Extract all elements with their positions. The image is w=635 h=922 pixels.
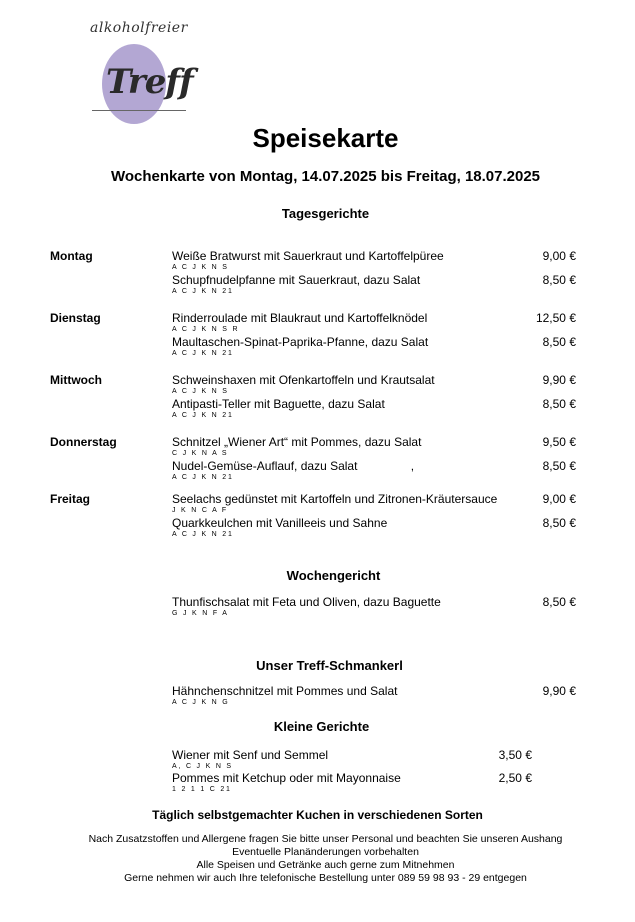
dish-name: Schnitzel „Wiener Art“ mit Pommes, dazu Salat: [172, 435, 422, 449]
logo-underline: [92, 110, 186, 111]
day-label: Montag: [50, 249, 93, 263]
footer-line: Gerne nehmen wir auch Ihre telefonische Bestellung unter 089 59 98 93 - 29 entgegen: [124, 872, 527, 884]
dish-price: 8,50 €: [542, 459, 576, 473]
allergen-codes: A C J K N 21: [172, 474, 234, 481]
allergen-codes: G J K N F A: [172, 610, 229, 617]
section-heading-wochengericht: Wochengericht: [286, 568, 381, 583]
logo-word: Treff: [106, 62, 193, 102]
dish-price: 9,50 €: [542, 435, 576, 449]
section-heading-tagesgerichte: Tagesgerichte: [281, 206, 370, 221]
dish-price: 9,90 €: [542, 684, 576, 698]
allergen-codes: A C J K N 21: [172, 350, 234, 357]
dish-price: 9,00 €: [542, 249, 576, 263]
dish-price: 9,90 €: [542, 373, 576, 387]
footer-line: Alle Speisen und Getränke auch gerne zum Mitnehmen: [196, 859, 455, 871]
day-label: Donnerstag: [50, 435, 117, 449]
footer-line: Eventuelle Planänderungen vorbehalten: [232, 846, 419, 858]
section-heading-kleine-gerichte: Kleine Gerichte: [273, 719, 370, 734]
dish-name: Thunfischsalat mit Feta und Oliven, dazu Baguette: [172, 595, 441, 609]
dish-name: Maultaschen-Spinat-Paprika-Pfanne, dazu Salat: [172, 335, 429, 349]
dish-name: Nudel-Gemüse-Auflauf, dazu Salat ,: [172, 459, 415, 473]
cake-note: Täglich selbstgemachter Kuchen in verschiedenen Sorten: [152, 808, 483, 822]
allergen-codes: A C J K N S: [172, 264, 229, 271]
dish-name: Wiener mit Senf und Semmel: [172, 748, 329, 762]
day-label: Freitag: [50, 492, 91, 506]
allergen-codes: A C J K N S: [172, 388, 229, 395]
dish-price: 8,50 €: [542, 273, 576, 287]
allergen-codes: A C J K N 21: [172, 288, 234, 295]
dish-name: Antipasti-Teller mit Baguette, dazu Salat: [172, 397, 385, 411]
allergen-codes: J K N C A F: [172, 507, 228, 514]
allergen-codes: C J K N A S: [172, 450, 229, 457]
logo-top-text: alkoholfreier: [90, 20, 188, 36]
dish-price: 8,50 €: [542, 397, 576, 411]
dish-name: Weiße Bratwurst mit Sauerkraut und Kartoffelpüree: [172, 249, 444, 263]
dish-price: 3,50 €: [498, 748, 532, 762]
allergen-codes: A C J K N S R: [172, 326, 240, 333]
footer-line: Nach Zusatzstoffen und Allergene fragen Sie bitte unser Personal und beachten Sie unseren Aushang: [88, 833, 563, 845]
dish-name: Schupfnudelpfanne mit Sauerkraut, dazu Salat: [172, 273, 421, 287]
allergen-codes: A C J K N G: [172, 699, 230, 706]
dish-price: 12,50 €: [535, 311, 576, 325]
dish-name: Quarkkeulchen mit Vanilleeis und Sahne: [172, 516, 388, 530]
dish-price: 8,50 €: [542, 516, 576, 530]
dish-name: Pommes mit Ketchup oder mit Mayonnaise: [172, 771, 401, 785]
allergen-codes: A C J K N 21: [172, 412, 234, 419]
page-title: Speisekarte: [252, 123, 399, 153]
dish-name: Seelachs gedünstet mit Kartoffeln und Zitronen-Kräutersauce: [172, 492, 498, 506]
dish-name: Rinderroulade mit Blaukraut und Kartoffelknödel: [172, 311, 428, 325]
dish-price: 8,50 €: [542, 595, 576, 609]
dish-price: 2,50 €: [498, 771, 532, 785]
logo: [88, 18, 193, 113]
dish-price: 8,50 €: [542, 335, 576, 349]
day-label: Dienstag: [50, 311, 101, 325]
section-heading-schmankerl: Unser Treff-Schmankerl: [256, 658, 403, 673]
allergen-codes: A, C J K N S: [172, 763, 233, 770]
dish-name: Hähnchenschnitzel mit Pommes und Salat: [172, 684, 398, 698]
dish-price: 9,00 €: [542, 492, 576, 506]
page-subtitle: Wochenkarte von Montag, 14.07.2025 bis Freitag, 18.07.2025: [110, 168, 541, 185]
allergen-codes: A C J K N 21: [172, 531, 234, 538]
allergen-codes: 1 2 1 1 C 21: [172, 786, 232, 793]
day-label: Mittwoch: [50, 373, 102, 387]
dish-name: Schweinshaxen mit Ofenkartoffeln und Krautsalat: [172, 373, 435, 387]
